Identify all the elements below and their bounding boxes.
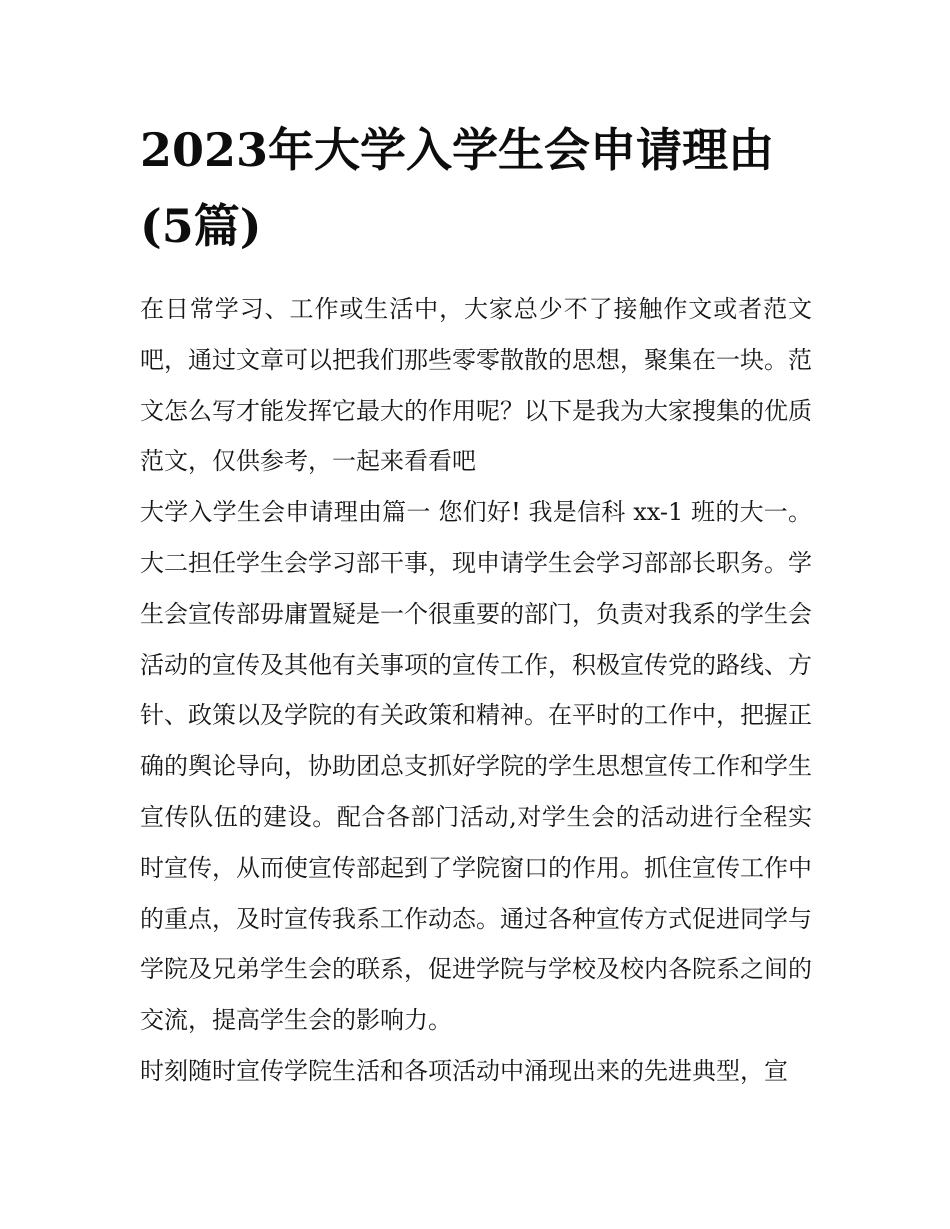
- document-body: [140, 112, 812, 1097]
- essay-one-paragraph: 大学入学生会申请理由篇一 您们好! 我是信科 xx-1 班的大一。大二担任学生会学习部干事，现申请学生会学习部部长职务。学生会宣传部毋庸置疑是一个很重要的部门，负责对我系的学生会活动的宣传及其他有关事项的宣传工作，积极宣传党的路线、方针、政策以及学院的有关政策和精神。在平时的工作中，把握正确的舆论导向，协助团总支抓好学院的学生思想宣传工作和学生宣传队伍的建设。配合各部门活动,对学生会的活动进行全程实时宣传，从而使宣传部起到了学院窗口的作用。抓住宣传工作中的重点，及时宣传我系工作动态。通过各种宣传方式促进同学与学院及兄弟学生会的联系，促进学院与学校及校内各院系之间的交流，提高学生会的影响力。: [140, 498, 812, 1035]
- essay-one-continuation-paragraph: 时刻随时宣传学院生活和各项活动中涌现出来的先进典型，宣: [140, 1056, 788, 1085]
- intro-paragraph: 在日常学习、工作或生活中，大家总少不了接触作文或者范文吧，通过文章可以把我们那些零零散散的思想，聚集在一块。范文怎么写才能发挥它最大的作用呢？以下是我为大家搜集的优质范文，仅供参考，一起来看看吧: [140, 295, 812, 476]
- document-title: 2023年大学入学生会申请理由(5篇): [140, 123, 775, 253]
